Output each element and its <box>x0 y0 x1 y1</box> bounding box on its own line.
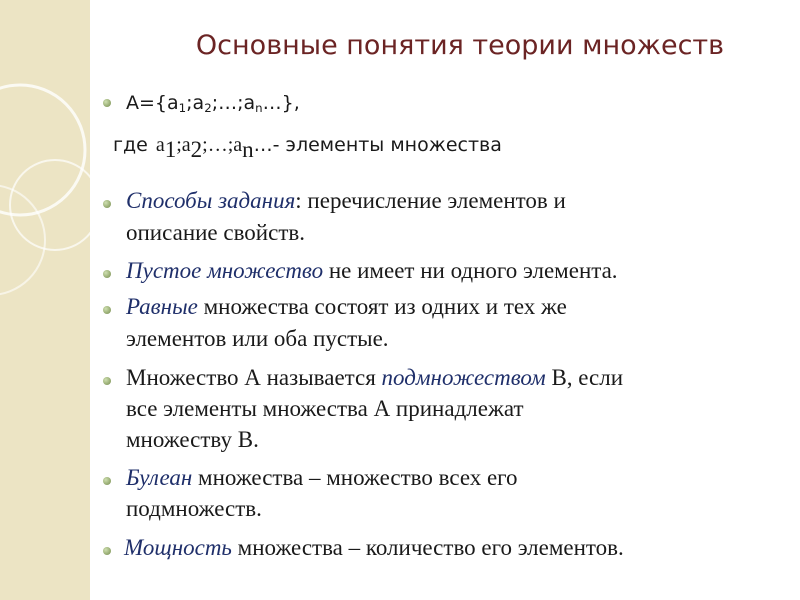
bullet-icon <box>103 377 111 385</box>
list-item-empty-set: Пустое множество не имеет ни одного элемента. <box>126 258 618 283</box>
list-item-ways-of-definition: Способы задания: перечисление элементов и <box>126 188 566 213</box>
list-item-continuation: множеству В. <box>126 427 259 452</box>
list-item-equal-sets: Равные множества состоят из одних и тех же <box>126 294 567 319</box>
bullet-icon <box>103 270 111 278</box>
bullet-icon <box>103 99 111 107</box>
list-item-continuation: элементов или оба пустые. <box>126 326 389 351</box>
bullet-icon <box>103 306 111 314</box>
bullet-icon <box>103 200 111 208</box>
decorative-circles <box>0 0 90 600</box>
bullet-icon <box>103 547 111 555</box>
elements-note: где $a_1;a_2;\dots;a_n\dots-$ элементы множества <box>113 134 502 162</box>
set-definition: $A=\{a_1;a_2;\dots;a_n\dots\}$, <box>126 92 300 115</box>
bullet-icon <box>103 477 111 485</box>
slide-title: Основные понятия теории множеств <box>195 30 725 61</box>
list-item-power-set: Булеан множества – множество всех его <box>126 465 518 490</box>
list-item-continuation: описание свойств. <box>126 220 305 245</box>
list-item-continuation: подмножеств. <box>126 496 262 521</box>
list-item-subset: Множество А называется подмножеством В, если <box>126 365 624 390</box>
decorative-side-band <box>0 0 90 600</box>
list-item-cardinality: Мощность множества – количество его элементов. <box>124 535 624 560</box>
list-item-continuation: все элементы множества А принадлежат <box>126 396 524 421</box>
